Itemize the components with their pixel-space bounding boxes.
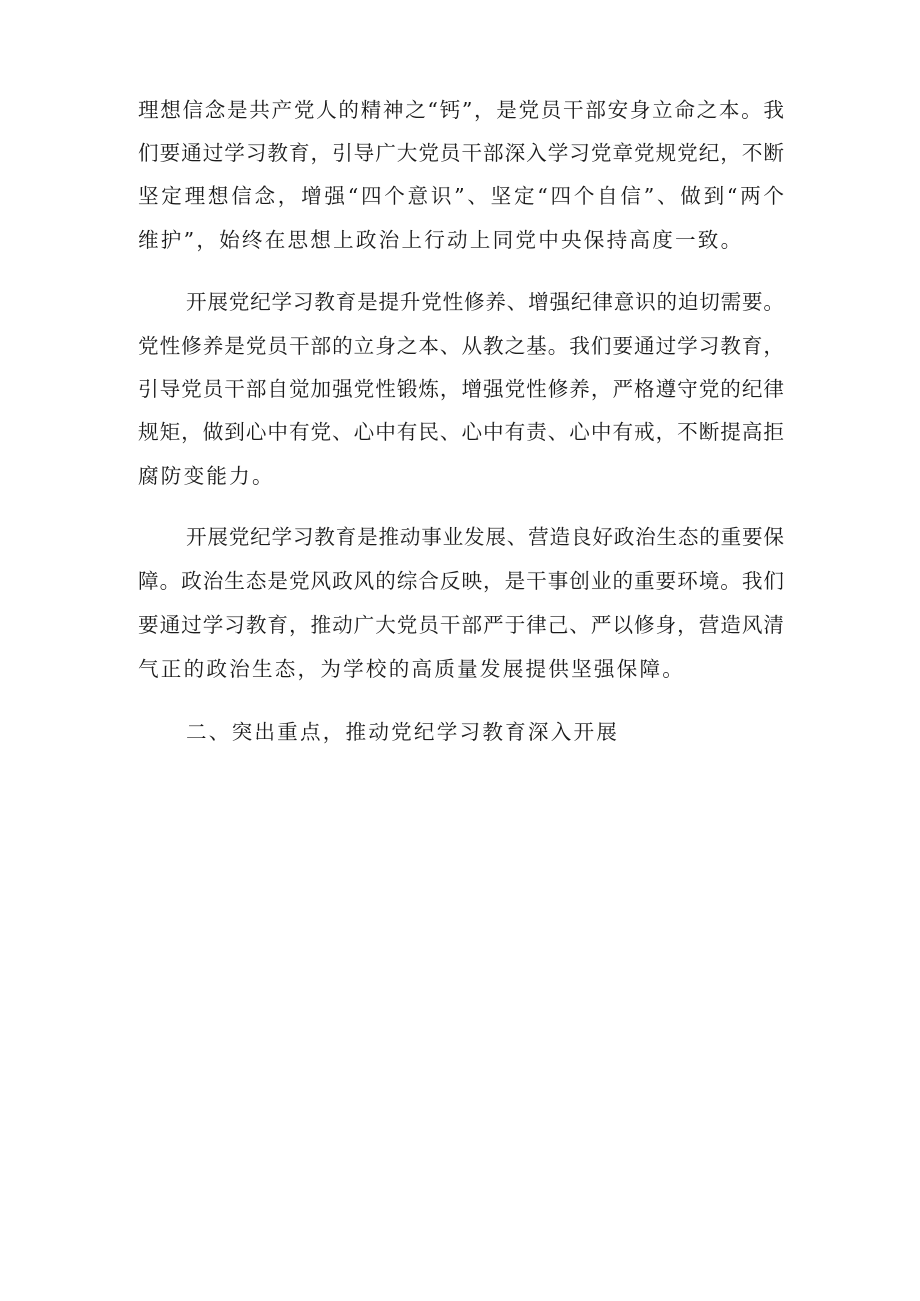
paragraph-line: 腐防变能力。	[138, 464, 275, 488]
paragraph-line: 党性修养是党员干部的立身之本、从教之基。我们要通过学习教育，	[138, 334, 784, 358]
paragraph-line: 要通过学习教育，推动广大党员干部严于律己、严以修身，营造风清	[138, 613, 784, 637]
paragraph-line: 理想信念是共产党人的精神之“钙”，是党员干部安身立命之本。我	[138, 98, 784, 122]
paragraph-line: 坚定理想信念，增强“四个意识”、坚定“四个自信”、做到“两个	[138, 184, 784, 208]
paragraph-line: 气正的政治生态，为学校的高质量发展提供坚强保障。	[138, 657, 686, 681]
paragraph-line: 引导党员干部自觉加强党性锻炼，增强党性修养，严格遵守党的纪律	[138, 377, 784, 401]
paragraph-line: 们要通过学习教育，引导广大党员干部深入学习党章党规党纪，不断	[138, 141, 784, 165]
paragraph-line: 障。政治生态是党风政风的综合反映，是干事创业的重要环境。我们	[138, 569, 784, 593]
paragraph-line: 开展党纪学习教育是提升党性修养、增强纪律意识的迫切需要。	[186, 290, 784, 314]
paragraph-line: 规矩，做到心中有党、心中有民、心中有责、心中有戒，不断提高拒	[138, 420, 784, 444]
section-heading: 二、突出重点，推动党纪学习教育深入开展	[186, 720, 620, 744]
paragraph-line: 开展党纪学习教育是推动事业发展、营造良好政治生态的重要保	[186, 525, 784, 549]
paragraph-line: 维护”，始终在思想上政治上行动上同党中央保持高度一致。	[138, 228, 744, 252]
